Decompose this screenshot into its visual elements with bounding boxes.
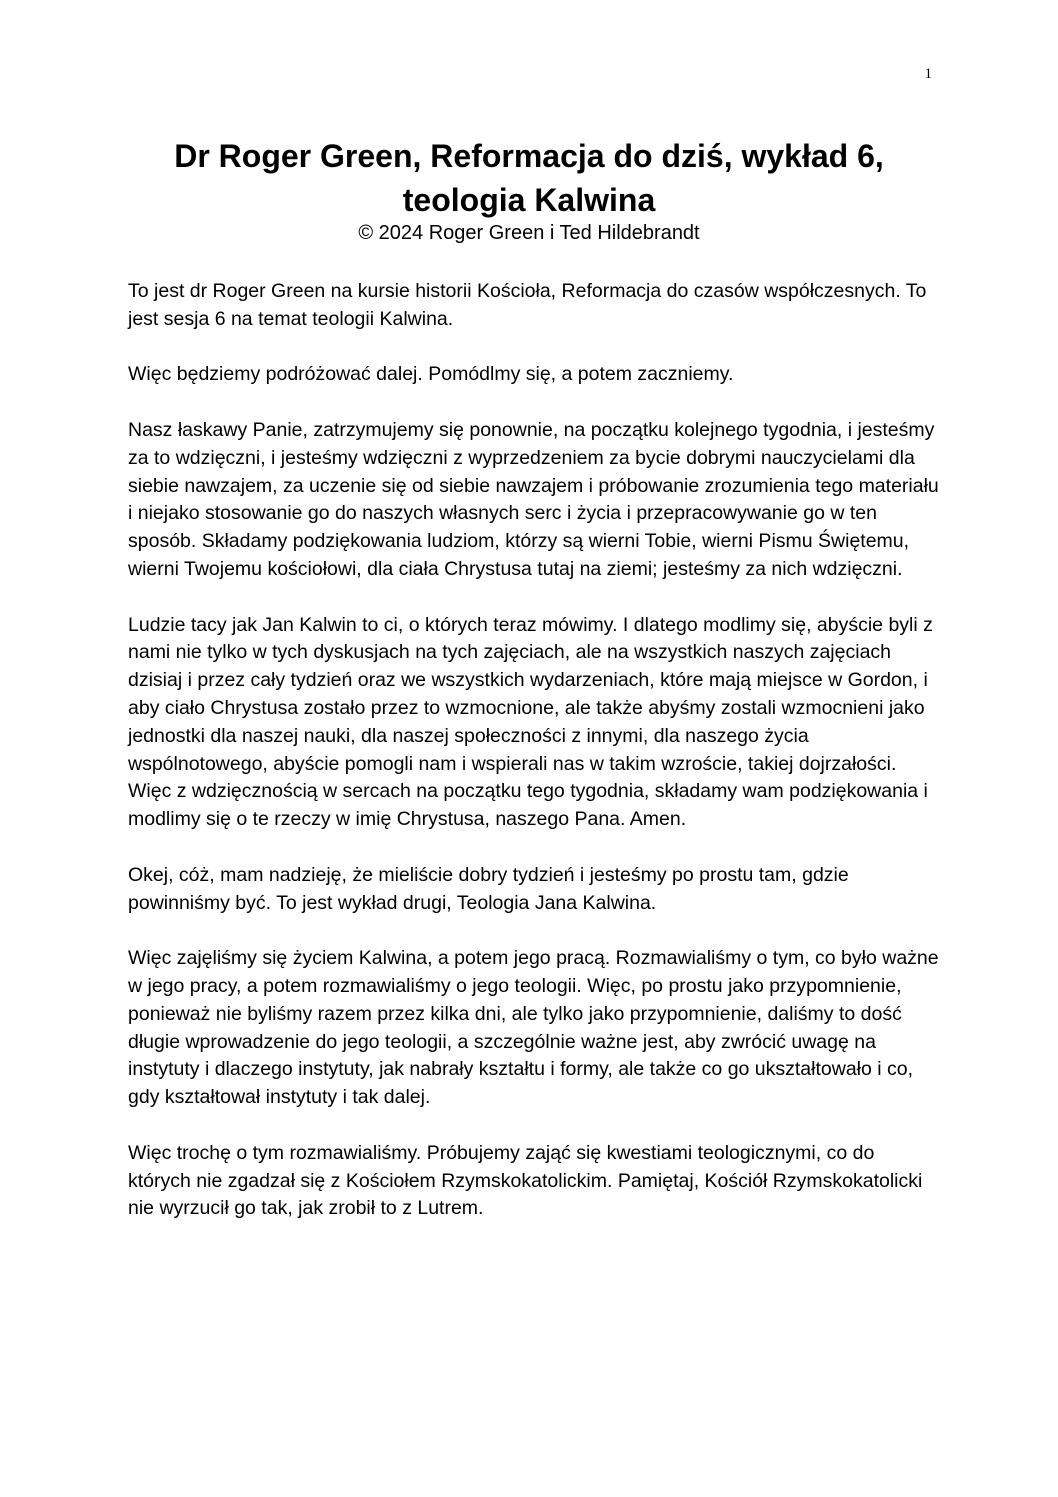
title-line-2: teologia Kalwina	[402, 182, 656, 218]
paragraph-topics: Więc trochę o tym rozmawialiśmy. Próbujemy zająć się kwestiami teologicznymi, co do których nie zgadzał się z Kościołem Rzymskokatolickim. Pamiętaj, Kościół Rzymskokatolicki nie wyrzucił go tak, jak zrobił to z Lutrem.	[128, 1141, 923, 1220]
paragraph-recap: Więc zajęliśmy się życiem Kalwina, a potem jego pracą. Rozmawialiśmy o tym, co było ważne w jego pracy, a potem rozmawialiśmy o jego teologii. Więc, po prostu jako przypomnienie, ponieważ nie byliśmy razem przez kilka dni, ale tylko jako przypomnienie, daliśmy to dość długie wprowadzenie do jego teologii, a szczególnie ważne jest, aby zwrócić uwagę na instytuty i dlaczego instytuty, jak nabrały kształtu i formy, ale także co go ukształtowało i co, gdy kształtował instytuty i tak dalej.	[128, 947, 939, 1109]
copyright-line: © 2024 Roger Green i Ted Hildebrandt	[358, 222, 700, 244]
paragraph-prayer-invite: Więc będziemy podróżować dalej. Pomódlmy się, a potem zaczniemy.	[128, 363, 734, 386]
paragraph-prayer-2: Ludzie tacy jak Jan Kalwin to ci, o których teraz mówimy. I dlatego modlimy się, abyście byli z nami nie tylko w tych dyskusjach na tych zajęciach, ale na wszystkich naszych zajęciach dzisiaj i przez cały tydzień oraz we wszystkich wydarzeniach, które mają miejsce w Gordon, i aby ciało Chrystusa zostało przez to wzmocnione, ale także abyśmy zostali wzmocnieni jako jednostki dla naszej nauki, dla naszej społeczności z innymi, dla naszego życia wspólnotowego, abyście pomogli nam i wspierali nas w takim wzroście, takiej dojrzałości. Więc z wdzięcznością w sercach na początku tego tygodnia, składamy wam podziękowania i modlimy się o te rzeczy w imię Chrystusa, naszego Pana. Amen.	[128, 613, 933, 831]
document-title	[100, 134, 958, 222]
paragraph-welcome: Okej, cóż, mam nadzieję, że mieliście dobry tydzień i jesteśmy po prostu tam, gdzie powinniśmy być. To jest wykład drugi, Teologia Jana Kalwina.	[128, 863, 849, 914]
title-line-1: Dr Roger Green, Reformacja do dziś, wykład 6,	[174, 138, 884, 174]
paragraph-prayer-1: Nasz łaskawy Panie, zatrzymujemy się ponownie, na początku kolejnego tygodnia, i jesteśmy za to wdzięczni, i jesteśmy wdzięczni z wyprzedzeniem za bycie dobrymi nauczycielami dla siebie nawzajem, za uczenie się od siebie nawzajem i próbowanie zrozumienia tego materiału i niejako stosowanie go do naszych własnych serc i życia i przepracowywanie go w ten sposób. Składamy podziękowania ludziom, którzy są wierni Tobie, wierni Pismu Świętemu, wierni Twojemu kościołowi, dla ciała Chrystusa tutaj na ziemi; jesteśmy za nich wdzięczni.	[128, 418, 939, 580]
document-body	[128, 278, 940, 1251]
page-number: 1	[924, 66, 932, 82]
paragraph-intro: To jest dr Roger Green na kursie historii Kościoła, Reformacja do czasów współczesnych. To jest sesja 6 na temat teologii Kalwina.	[128, 280, 927, 330]
